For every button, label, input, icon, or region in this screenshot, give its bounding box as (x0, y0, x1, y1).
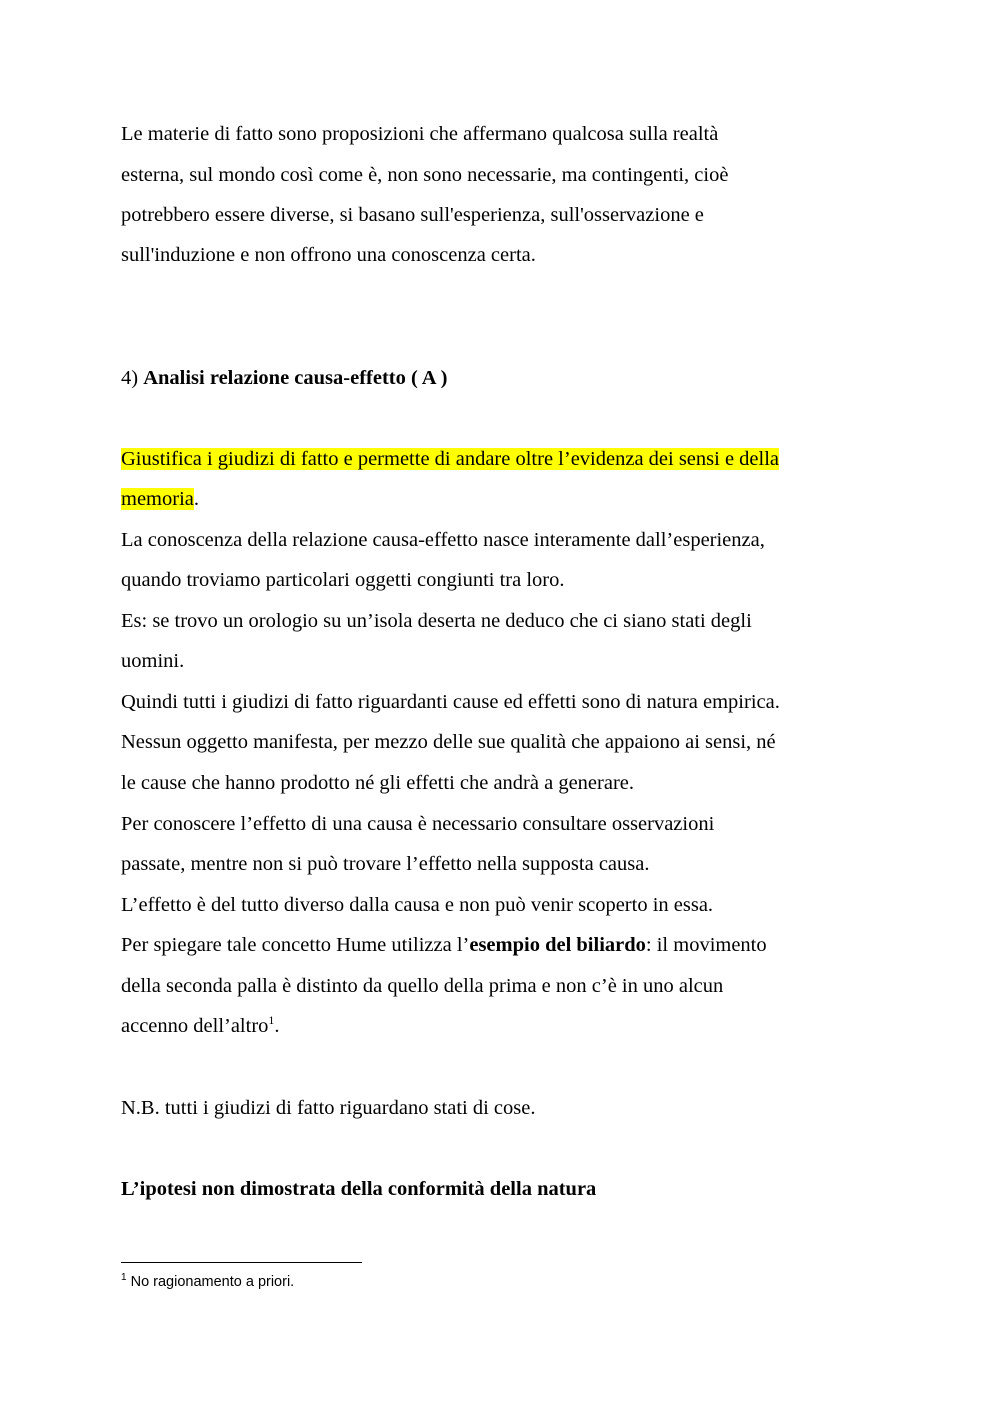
highlighted-text: memoria (121, 488, 194, 510)
footnote (121, 1273, 294, 1291)
body-line: della seconda palla è distinto da quello della prima e non c’è in uno alcun (121, 975, 724, 997)
billiard-example: esempio del biliardo (469, 934, 646, 956)
nb-note: N.B. tutti i giudizi di fatto riguardano stati di cose. (121, 1097, 536, 1119)
footnote-text: No ragionamento a priori. (126, 1274, 295, 1290)
intro-line: esterna, sul mondo così come è, non sono necessarie, ma contingenti, cioè (121, 164, 729, 186)
intro-line: potrebbero essere diverse, si basano sull'esperienza, sull'osservazione e (121, 204, 704, 226)
body-line: Quindi tutti i giudizi di fatto riguardanti cause ed effetti sono di natura empirica. (121, 691, 780, 713)
highlighted-line (121, 447, 779, 471)
section-title: Analisi relazione causa-effetto ( A ) (143, 367, 448, 389)
body-line: le cause che hanno prodotto né gli effetti che andrà a generare. (121, 772, 635, 794)
footnote-separator (121, 1262, 362, 1263)
body-line: uomini. (121, 650, 185, 672)
highlighted-text: Giustifica i giudizi di fatto e permette di andare oltre l’evidenza dei sensi e della (121, 448, 780, 470)
billiard-line: Per spiegare tale concetto Hume utilizza l’esempio del biliardo: il movimento (121, 934, 767, 956)
highlighted-line (121, 487, 199, 511)
section-number: 4) (121, 367, 144, 389)
body-line: passate, mentre non si può trovare l’effetto nella supposta causa. (121, 853, 650, 875)
section-heading (121, 366, 447, 390)
body-line: quando troviamo particolari oggetti congiunti tra loro. (121, 569, 565, 591)
body-line: Per conoscere l’effetto di una causa è necessario consultare osservazioni (121, 813, 715, 835)
body-line: La conoscenza della relazione causa-effetto nasce interamente dall’esperienza, (121, 529, 765, 551)
period: . (193, 488, 199, 510)
body-line: L’effetto è del tutto diverso dalla causa e non può venir scoperto in essa. (121, 894, 714, 916)
footnote-reference[interactable]: 1 (268, 1013, 275, 1028)
body-line: Nessun oggetto manifesta, per mezzo delle sue qualità che appaiono ai sensi, né (121, 731, 776, 753)
footnote-number: 1 (121, 1272, 127, 1284)
next-heading: L’ipotesi non dimostrata della conformità della natura (121, 1178, 597, 1200)
intro-line: sull'induzione e non offrono una conoscenza certa. (121, 244, 536, 266)
body-line: Es: se trovo un orologio su un’isola deserta ne deduco che ci siano stati degli (121, 610, 752, 632)
intro-line: Le materie di fatto sono proposizioni che affermano qualcosa sulla realtà (121, 123, 719, 145)
billiard-line-end: accenno dell’altro$^1$. (121, 1013, 280, 1037)
